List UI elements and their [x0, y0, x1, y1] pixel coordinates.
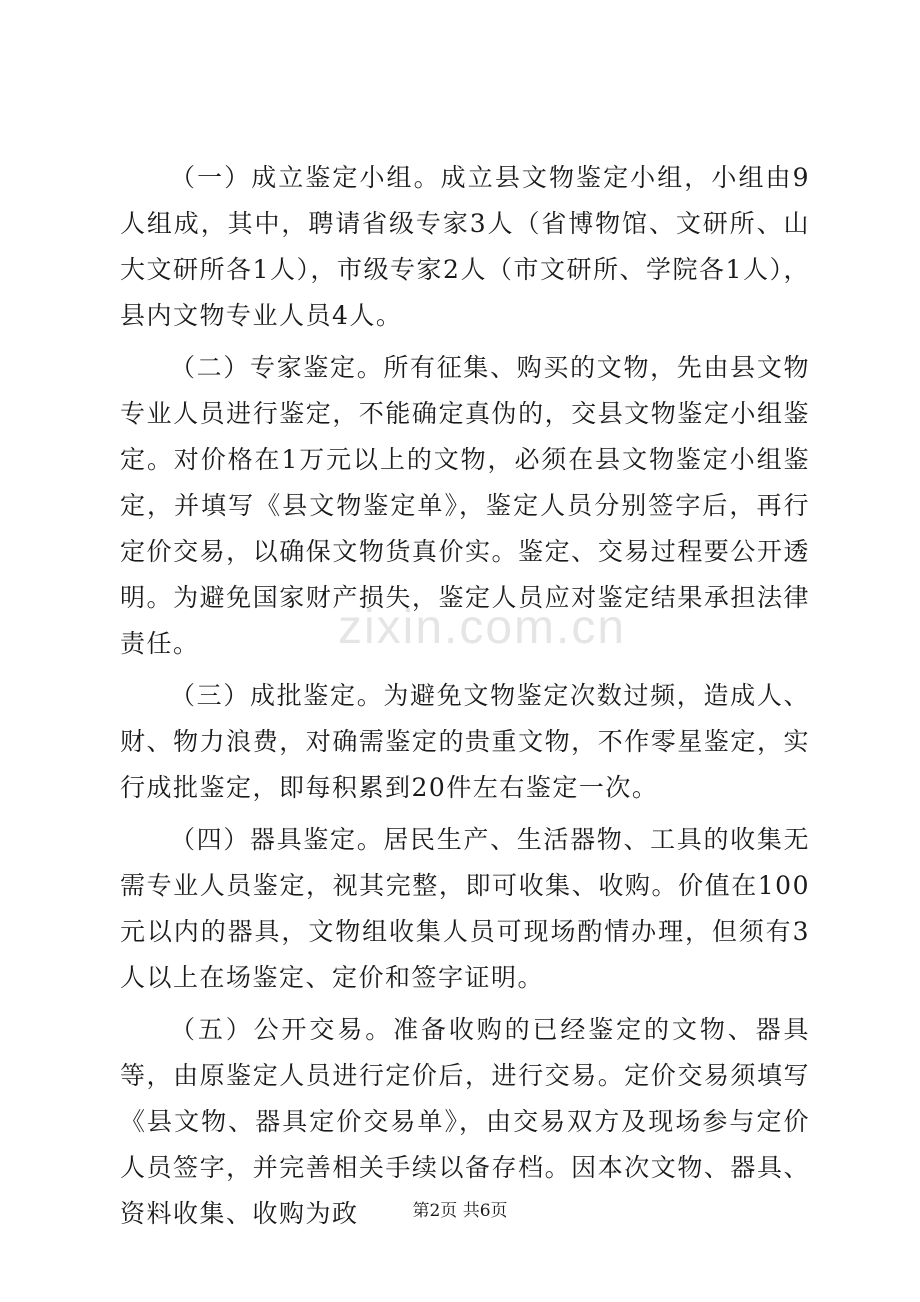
page-footer: 第2页 共6页	[412, 1201, 508, 1221]
paragraph-5: （五）公开交易。准备收购的已经鉴定的文物、器具等，由原鉴定人员进行定价后，进行交易。定价交易须填写《县文物、器具定价交易单》，由交易双方及现场参与定价人员签字，并完善相关手续以备存档。因本次文物、器具、资料收集、收购为政	[120, 1015, 810, 1228]
document-body	[120, 155, 810, 1243]
paragraph-2: （二）专家鉴定。所有征集、购买的文物，先由县文物专业人员进行鉴定，不能确定真伪的，交县文物鉴定小组鉴定。对价格在1万元以上的文物，必须在县文物鉴定小组鉴定，并填写《县文物鉴定单》，鉴定人员分别签字后，再行定价交易，以确保文物货真价实。鉴定、交易过程要公开透明。为避免国家财产损失，鉴定人员应对鉴定结果承担法律责任。	[120, 353, 810, 658]
watermark: zixin.com.cn	[338, 601, 627, 654]
paragraph-4: （四）器具鉴定。居民生产、生活器物、工具的收集无需专业人员鉴定，视其完整，即可收集、收购。价值在100元以内的器具，文物组收集人员可现场酌情办理，但须有3人以上在场鉴定、定价和签字证明。	[120, 825, 810, 992]
paragraph-3: （三）成批鉴定。为避免文物鉴定次数过频，造成人、财、物力浪费，对确需鉴定的贵重文物，不作零星鉴定，实行成批鉴定，即每积累到20件左右鉴定一次。	[120, 681, 810, 802]
paragraph-1: （一）成立鉴定小组。成立县文物鉴定小组，小组由9人组成，其中，聘请省级专家3人（省博物馆、文研所、山大文研所各1人），市级专家2人（市文研所、学院各1人），县内文物专业人员4人。	[120, 163, 810, 330]
